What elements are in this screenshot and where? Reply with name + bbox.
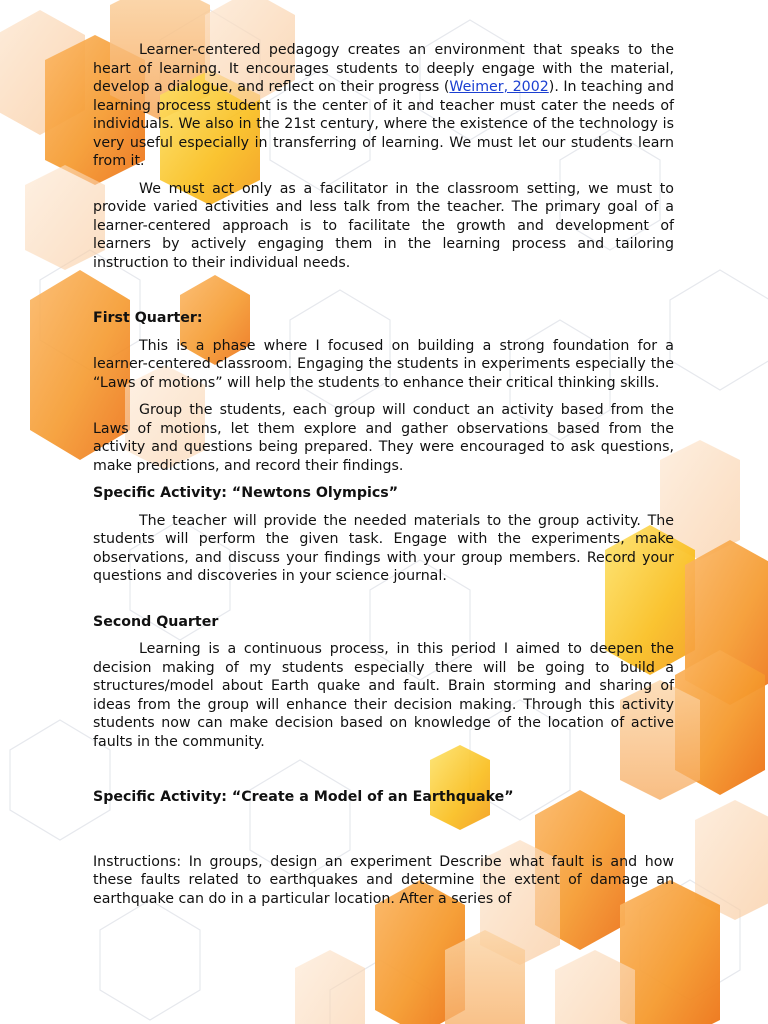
first-quarter-activity-heading: Specific Activity: “Newtons Olympics” — [93, 485, 399, 501]
first-quarter-paragraph-1: This is a phase where I focused on building a strong foundation for a learner-centered classroom. Engaging the students in experiments especially the “Laws of motions” will help the students to enhance their critical thinking skills. — [93, 337, 674, 391]
first-quarter-activity-paragraph: The teacher will provide the needed materials to the group activity. The students will perform the given task. Engage with the experiments, make observations, and discuss your findings with your group members. Record your questions and discoveries in your science journal. — [93, 512, 674, 584]
intro-paragraph-1-text-end: ). In teaching and learning process student is the center of it and teacher must cater the needs of individuals. We also in the 21st century, where the existence of the technology is very useful especially in transferring of learning. We must let our students learn from it. — [93, 79, 674, 169]
citation-link-weimer-2002[interactable]: Weimer, 2002 — [449, 79, 549, 95]
spacer — [93, 760, 674, 788]
second-quarter-activity-heading: Specific Activity: “Create a Model of an Earthquake” — [93, 789, 514, 805]
spacer — [93, 595, 674, 613]
second-quarter-instructions: Instructions: In groups, design an experiment Describe what fault is and how these faults related to earthquakes and determine the extent of damage an earthquake can do in a particular location. After a series of — [93, 853, 674, 907]
first-quarter-paragraph-2: Group the students, each group will conduct an activity based from the Laws of motions, let them explore and gather observations based from the activity and questions being prepared. They were encouraged to ask questions, make predictions, and record their findings. — [93, 402, 674, 474]
intro-paragraph-2: We must act only as a facilitator in the classroom setting, we must to provide varied activities and less talk from the teacher. The primary goal of a learner-centered approach is to facilitate the growth and development of learners by actively engaging them in the learning process and tailoring instruction to their individual needs. — [93, 180, 674, 271]
document-body — [93, 41, 674, 917]
spacer — [93, 816, 674, 853]
intro-paragraph-1-text-start: Learner-centered pedagogy creates an environment that speaks to the heart of learning. It encourages students to deeply engage with the material, develop a dialogue, and reflect on their progress ( — [93, 42, 674, 95]
spacer — [93, 281, 674, 309]
first-quarter-heading: First Quarter: — [93, 310, 203, 326]
second-quarter-heading: Second Quarter — [93, 613, 219, 630]
intro-paragraph-1 — [93, 41, 674, 171]
second-quarter-paragraph-1: Learning is a continuous process, in this period I aimed to deepen the decision making of my students especially there will be going to build a structures/model about Earth quake and fault. Brain storming and sharing of ideas from the group will enhance their decision making. Through this activity students now can make decision based on knowledge of the location of active faults in the community. — [93, 641, 674, 750]
